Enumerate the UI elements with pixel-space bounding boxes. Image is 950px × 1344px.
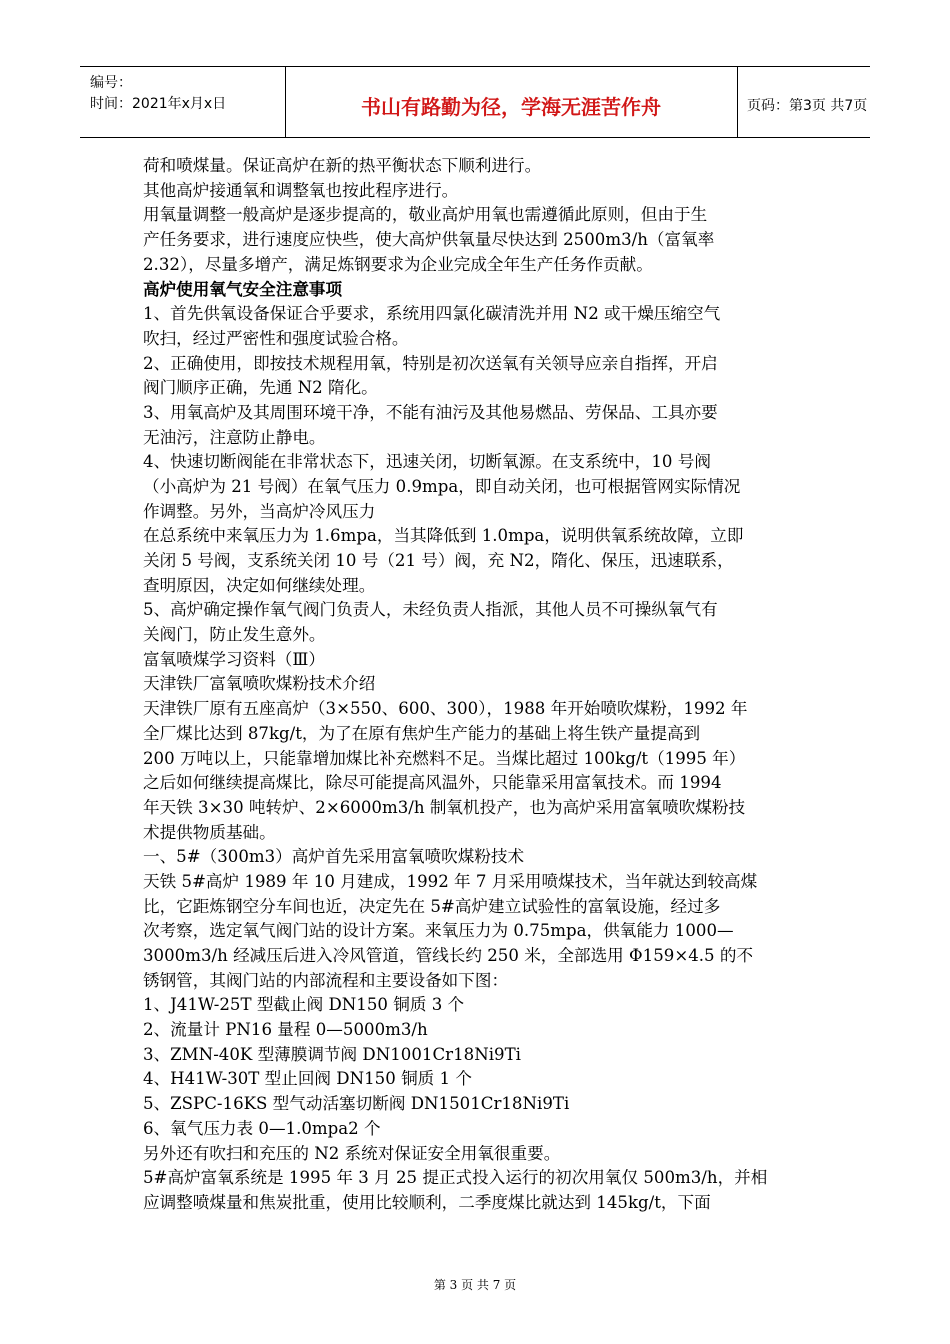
- text-line: 5、ZSPC-16KS 型气动活塞切断阀 DN1501Cr18Ni9Ti: [143, 1094, 570, 1114]
- text-line: 查明原因，决定如何继续处理。: [143, 575, 376, 595]
- text-line: 5、高炉确定操作氧气阀门负责人，未经负责人指派，其他人员不可操纵氧气有: [143, 600, 718, 620]
- text-line: 应调整喷煤量和焦炭批重，使用比较顺利，二季度煤比就达到 145kg/t，下面: [143, 1192, 711, 1212]
- text-line: 关闭 5 号阀，支系统关闭 10 号（21 号）阀，充 N2，隋化、保压，迅速联系，: [143, 551, 734, 570]
- text-line: 3、ZMN-40K 型薄膜调节阀 DN1001Cr18Ni9Ti: [143, 1044, 521, 1064]
- text-line: 200 万吨以上，只能靠增加煤比补充燃料不足。当煤比超过 100kg/t（1995 年）: [143, 748, 746, 768]
- text-line: 用氧量调整一般高炉是逐步提高的，敬业高炉用氧也需遵循此原则，但由于生: [143, 205, 708, 225]
- text-line: 5#高炉富氧系统是 1995 年 3 月 25 提正式投入运行的初次用氧仅 500m3/h，并相: [143, 1168, 768, 1188]
- text-line: 天津铁厂富氧喷吹煤粉技术介绍: [143, 674, 376, 694]
- header-motto: 书山有路勤为径，学海无涯苦作舟: [361, 95, 661, 119]
- text-line: 2、流量计 PN16 量程 0—5000m3/h: [143, 1020, 428, 1040]
- text-line: 锈钢管，其阀门站的内部流程和主要设备如下图：: [143, 970, 509, 990]
- text-line: 天铁 5#高炉 1989 年 10 月建成，1992 年 7 月采用喷煤技术，当年就达到较高煤: [143, 871, 758, 891]
- text-line: 1、首先供氧设备保证合乎要求，系统用四氯化碳清洗并用 N2 或干燥压缩空气: [143, 304, 721, 324]
- text-line: 2、正确使用，即按技术规程用氧，特别是初次送氧有关领导应亲自指挥，开启: [143, 353, 718, 373]
- text-line: 吹扫，经过严密性和强度试验合格。: [143, 328, 409, 348]
- text-line: 6、氧气压力表 0—1.0mpa2 个: [143, 1118, 381, 1138]
- text-line: 天津铁厂原有五座高炉（3×550、600、300），1988 年开始喷吹煤粉，1992 年: [143, 699, 748, 719]
- text-line: 年天铁 3×30 吨转炉、2×6000m3/h 制氧机投产，也为高炉采用富氧喷吹煤粉技: [143, 797, 746, 817]
- text-line: 关阀门，防止发生意外。: [143, 625, 326, 645]
- section-heading: 高炉使用氧气安全注意事项: [143, 279, 343, 300]
- document-number: 编号：: [90, 75, 132, 91]
- page-header: [80, 66, 870, 138]
- text-line: 作调整。另外，当高炉冷风压力: [143, 501, 376, 521]
- header-info-cell: [80, 67, 286, 137]
- text-line: 4、快速切断阀能在非常状态下，迅速关闭，切断氧源。在支系统中，10 号阀: [143, 452, 711, 472]
- text-line: 阀门顺序正确，先通 N2 隋化。: [143, 378, 378, 398]
- header-motto-cell: [285, 67, 738, 137]
- text-line: 无油污，注意防止静电。: [143, 427, 326, 447]
- text-line: 术提供物质基础。: [143, 822, 276, 842]
- text-line: 另外还有吹扫和充压的 N2 系统对保证安全用氧很重要。: [143, 1143, 561, 1163]
- page-code: 页码：第3页 共7页: [747, 98, 868, 114]
- page-footer: 第 3 页 共 7 页: [433, 1278, 517, 1292]
- text-line: 1、J41W-25T 型截止阀 DN150 铜质 3 个: [143, 995, 465, 1015]
- text-line: 2.32），尽量多增产，满足炼钢要求为企业完成全年生产任务作贡献。: [143, 254, 653, 274]
- text-line: 在总系统中来氧压力为 1.6mpa，当其降低到 1.0mpa，说明供氧系统故障，立即: [143, 526, 744, 546]
- text-line: 3000m3/h 经减压后进入冷风管道，管线长约 250 米，全部选用 Φ159×4.5 的不: [143, 946, 754, 965]
- document-time: 时间：2021年x月x日: [90, 96, 227, 112]
- text-line: 荷和喷煤量。保证高炉在新的热平衡状态下顺利进行。: [143, 156, 542, 175]
- document-body: [143, 154, 813, 1216]
- text-line: 比，它距炼钢空分车间也近，决定先在 5#高炉建立试验性的富氧设施，经过多: [143, 896, 721, 916]
- text-line: 富氧喷煤学习资料（Ⅲ）: [143, 649, 325, 669]
- text-line: 产任务要求，进行速度应快些，使大高炉供氧量尽快达到 2500m3/h（富氧率: [143, 230, 715, 250]
- header-page-cell: [737, 67, 870, 137]
- text-line: 其他高炉接通氧和调整氧也按此程序进行。: [143, 180, 459, 200]
- text-line: 一、5#（300m3）高炉首先采用富氧喷吹煤粉技术: [143, 847, 525, 867]
- text-line: 次考察，选定氧气阀门站的设计方案。来氧压力为 0.75mpa，供氧能力 1000—: [143, 921, 734, 941]
- text-line: 全厂煤比达到 87kg/t，为了在原有焦炉生产能力的基础上将生铁产量提高到: [143, 723, 701, 743]
- text-line: （小高炉为 21 号阀）在氧气压力 0.9mpa，即自动关闭，也可根据管网实际情况: [143, 476, 741, 496]
- text-line: 4、H41W-30T 型止回阀 DN150 铜质 1 个: [143, 1069, 472, 1089]
- text-line: 3、用氧高炉及其周围环境干净，不能有油污及其他易燃品、劳保品、工具亦要: [143, 402, 718, 422]
- text-line: 之后如何继续提高煤比，除尽可能提高风温外，只能靠采用富氧技术。而 1994: [143, 773, 722, 793]
